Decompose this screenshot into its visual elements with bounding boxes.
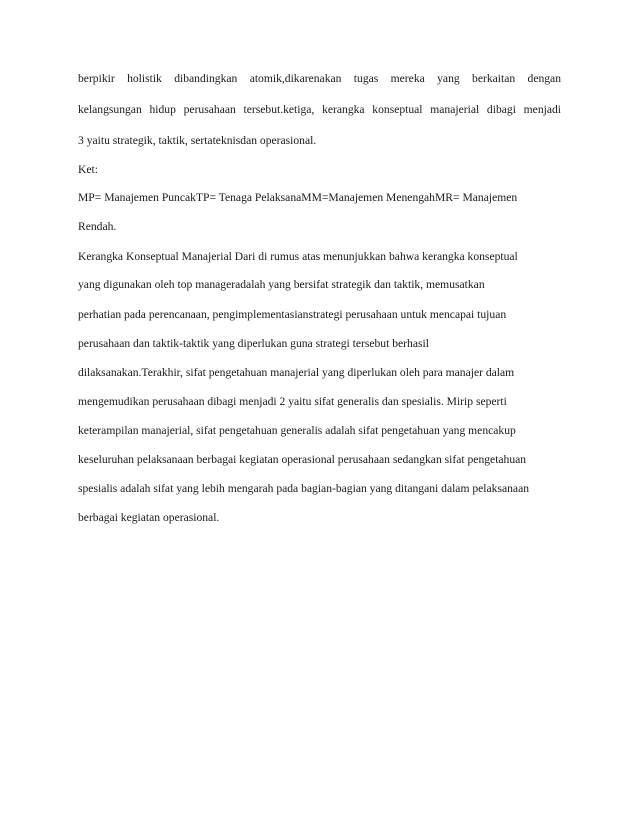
- text-line-15: spesialis adalah sifat yang lebih mengarah pada bagian-bagian yang ditangani dalam pelaksanaan: [78, 482, 530, 495]
- text-line-2: kelangsungan hidup perusahaan tersebut.ketiga, kerangka konseptual manajerial dibagi menjadi: [78, 103, 561, 116]
- text-line-6: Rendah.: [78, 220, 117, 233]
- text-line-3: 3 yaitu strategik, taktik, sertateknisdan operasional.: [78, 134, 317, 147]
- text-line-14: keseluruhan pelaksanaan berbagai kegiatan operasional perusahaan sedangkan sifat pengetahuan: [78, 453, 527, 466]
- text-line-9: perhatian pada perencanaan, pengimplementasianstrategi perusahaan untuk mencapai tujuan: [78, 308, 507, 321]
- text-line-5: MP= Manajemen PuncakTP= Tenaga PelaksanaMM=Manajemen MenengahMR= Manajemen: [78, 191, 518, 204]
- text-line-4: Ket:: [78, 163, 98, 176]
- text-line-12: mengemudikan perusahaan dibagi menjadi 2 yaitu sifat generalis dan spesialis. Mirip seperti: [78, 395, 507, 408]
- text-line-16: berbagai kegiatan operasional.: [78, 511, 220, 524]
- text-line-13: keterampilan manajerial, sifat pengetahuan generalis adalah sifat pengetahuan yang mencakup: [78, 424, 516, 437]
- text-line-10: perusahaan dan taktik-taktik yang diperlukan guna strategi tersebut berhasil: [78, 337, 429, 350]
- text-line-11: dilaksanakan.Terakhir, sifat pengetahuan manajerial yang diperlukan oleh para manajer dalam: [78, 366, 515, 379]
- text-line-1: berpikir holistik dibandingkan atomik,dikarenakan tugas mereka yang berkaitan dengan: [78, 72, 561, 85]
- text-line-8: yang digunakan oleh top manageradalah yang bersifat strategik dan taktik, memusatkan: [78, 278, 485, 291]
- text-line-7: Kerangka Konseptual Manajerial Dari di rumus atas menunjukkan bahwa kerangka konseptual: [78, 250, 518, 263]
